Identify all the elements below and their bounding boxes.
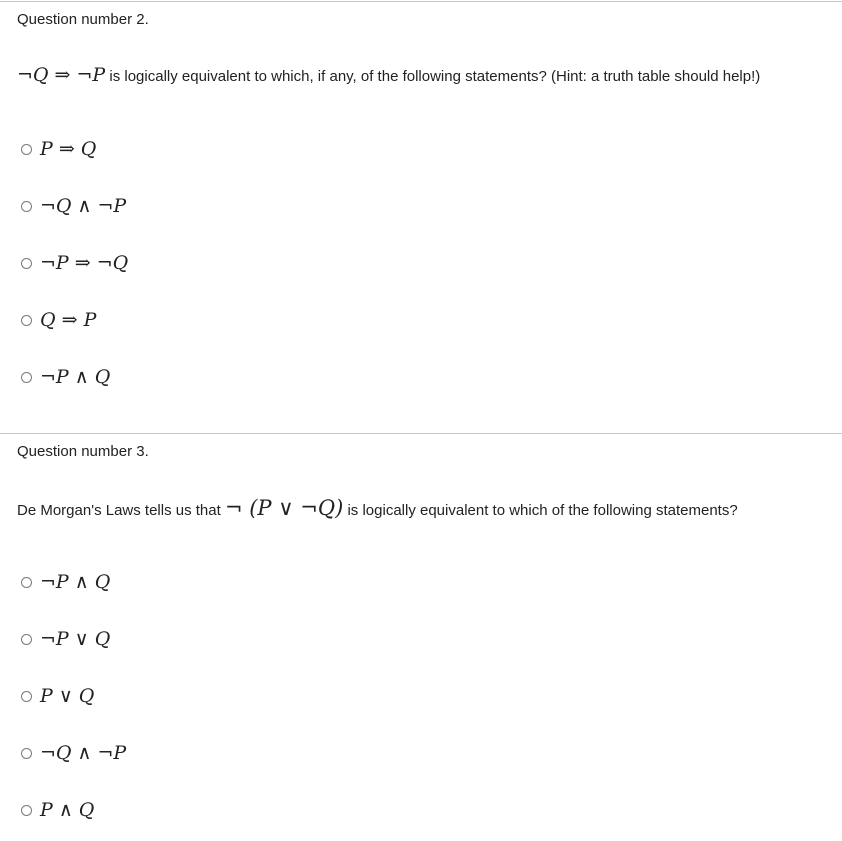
question-2-prompt-text: is logically equivalent to which, if any, of the following statements? (Hint: a truth table should help!) — [105, 68, 761, 85]
radio-button[interactable] — [21, 144, 32, 155]
question-2-header: Question number 2. — [17, 11, 149, 28]
top-divider — [0, 1, 842, 2]
q3-option-5-label: P ∧ Q — [40, 799, 95, 821]
question-2-prompt — [17, 64, 760, 86]
question-3-header: Question number 3. — [17, 443, 149, 460]
question-2-prompt-math: ¬Q ⇒ ¬P — [17, 64, 106, 86]
q3-option-2[interactable] — [21, 627, 110, 651]
q2-option-1[interactable] — [21, 137, 96, 161]
question-divider — [0, 433, 842, 434]
q2-option-1-label: P ⇒ Q — [40, 138, 97, 160]
q3-option-4-label: ¬Q ∧ ¬P — [40, 742, 127, 764]
q3-option-3-label: P ∨ Q — [40, 685, 95, 707]
q2-option-4-label: Q ⇒ P — [40, 309, 97, 331]
q3-option-4[interactable] — [21, 741, 126, 765]
radio-button[interactable] — [21, 372, 32, 383]
q2-option-2[interactable] — [21, 194, 126, 218]
radio-button[interactable] — [21, 805, 32, 816]
q2-option-3-label: ¬P ⇒ ¬Q — [40, 252, 129, 274]
q3-option-2-label: ¬P ∨ Q — [40, 628, 111, 650]
question-3-prompt-text-before: De Morgan's Laws tells us that — [17, 502, 225, 519]
question-3-prompt-text-after: is logically equivalent to which of the following statements? — [343, 502, 738, 519]
radio-button[interactable] — [21, 748, 32, 759]
q2-option-3[interactable] — [21, 251, 128, 275]
q3-option-1-label: ¬P ∧ Q — [40, 571, 111, 593]
q3-option-1[interactable] — [21, 570, 110, 594]
q3-option-5[interactable] — [21, 798, 94, 822]
q2-option-5-label: ¬P ∧ Q — [40, 366, 111, 388]
q3-option-3[interactable] — [21, 684, 94, 708]
q2-option-2-label: ¬Q ∧ ¬P — [40, 195, 127, 217]
question-3-prompt — [17, 496, 738, 520]
radio-button[interactable] — [21, 258, 32, 269]
radio-button[interactable] — [21, 201, 32, 212]
radio-button[interactable] — [21, 577, 32, 588]
radio-button[interactable] — [21, 315, 32, 326]
q2-option-5[interactable] — [21, 365, 110, 389]
q2-option-4[interactable] — [21, 308, 96, 332]
question-3-prompt-math: ¬ (P ∨ ¬Q) — [224, 496, 344, 520]
radio-button[interactable] — [21, 634, 32, 645]
radio-button[interactable] — [21, 691, 32, 702]
